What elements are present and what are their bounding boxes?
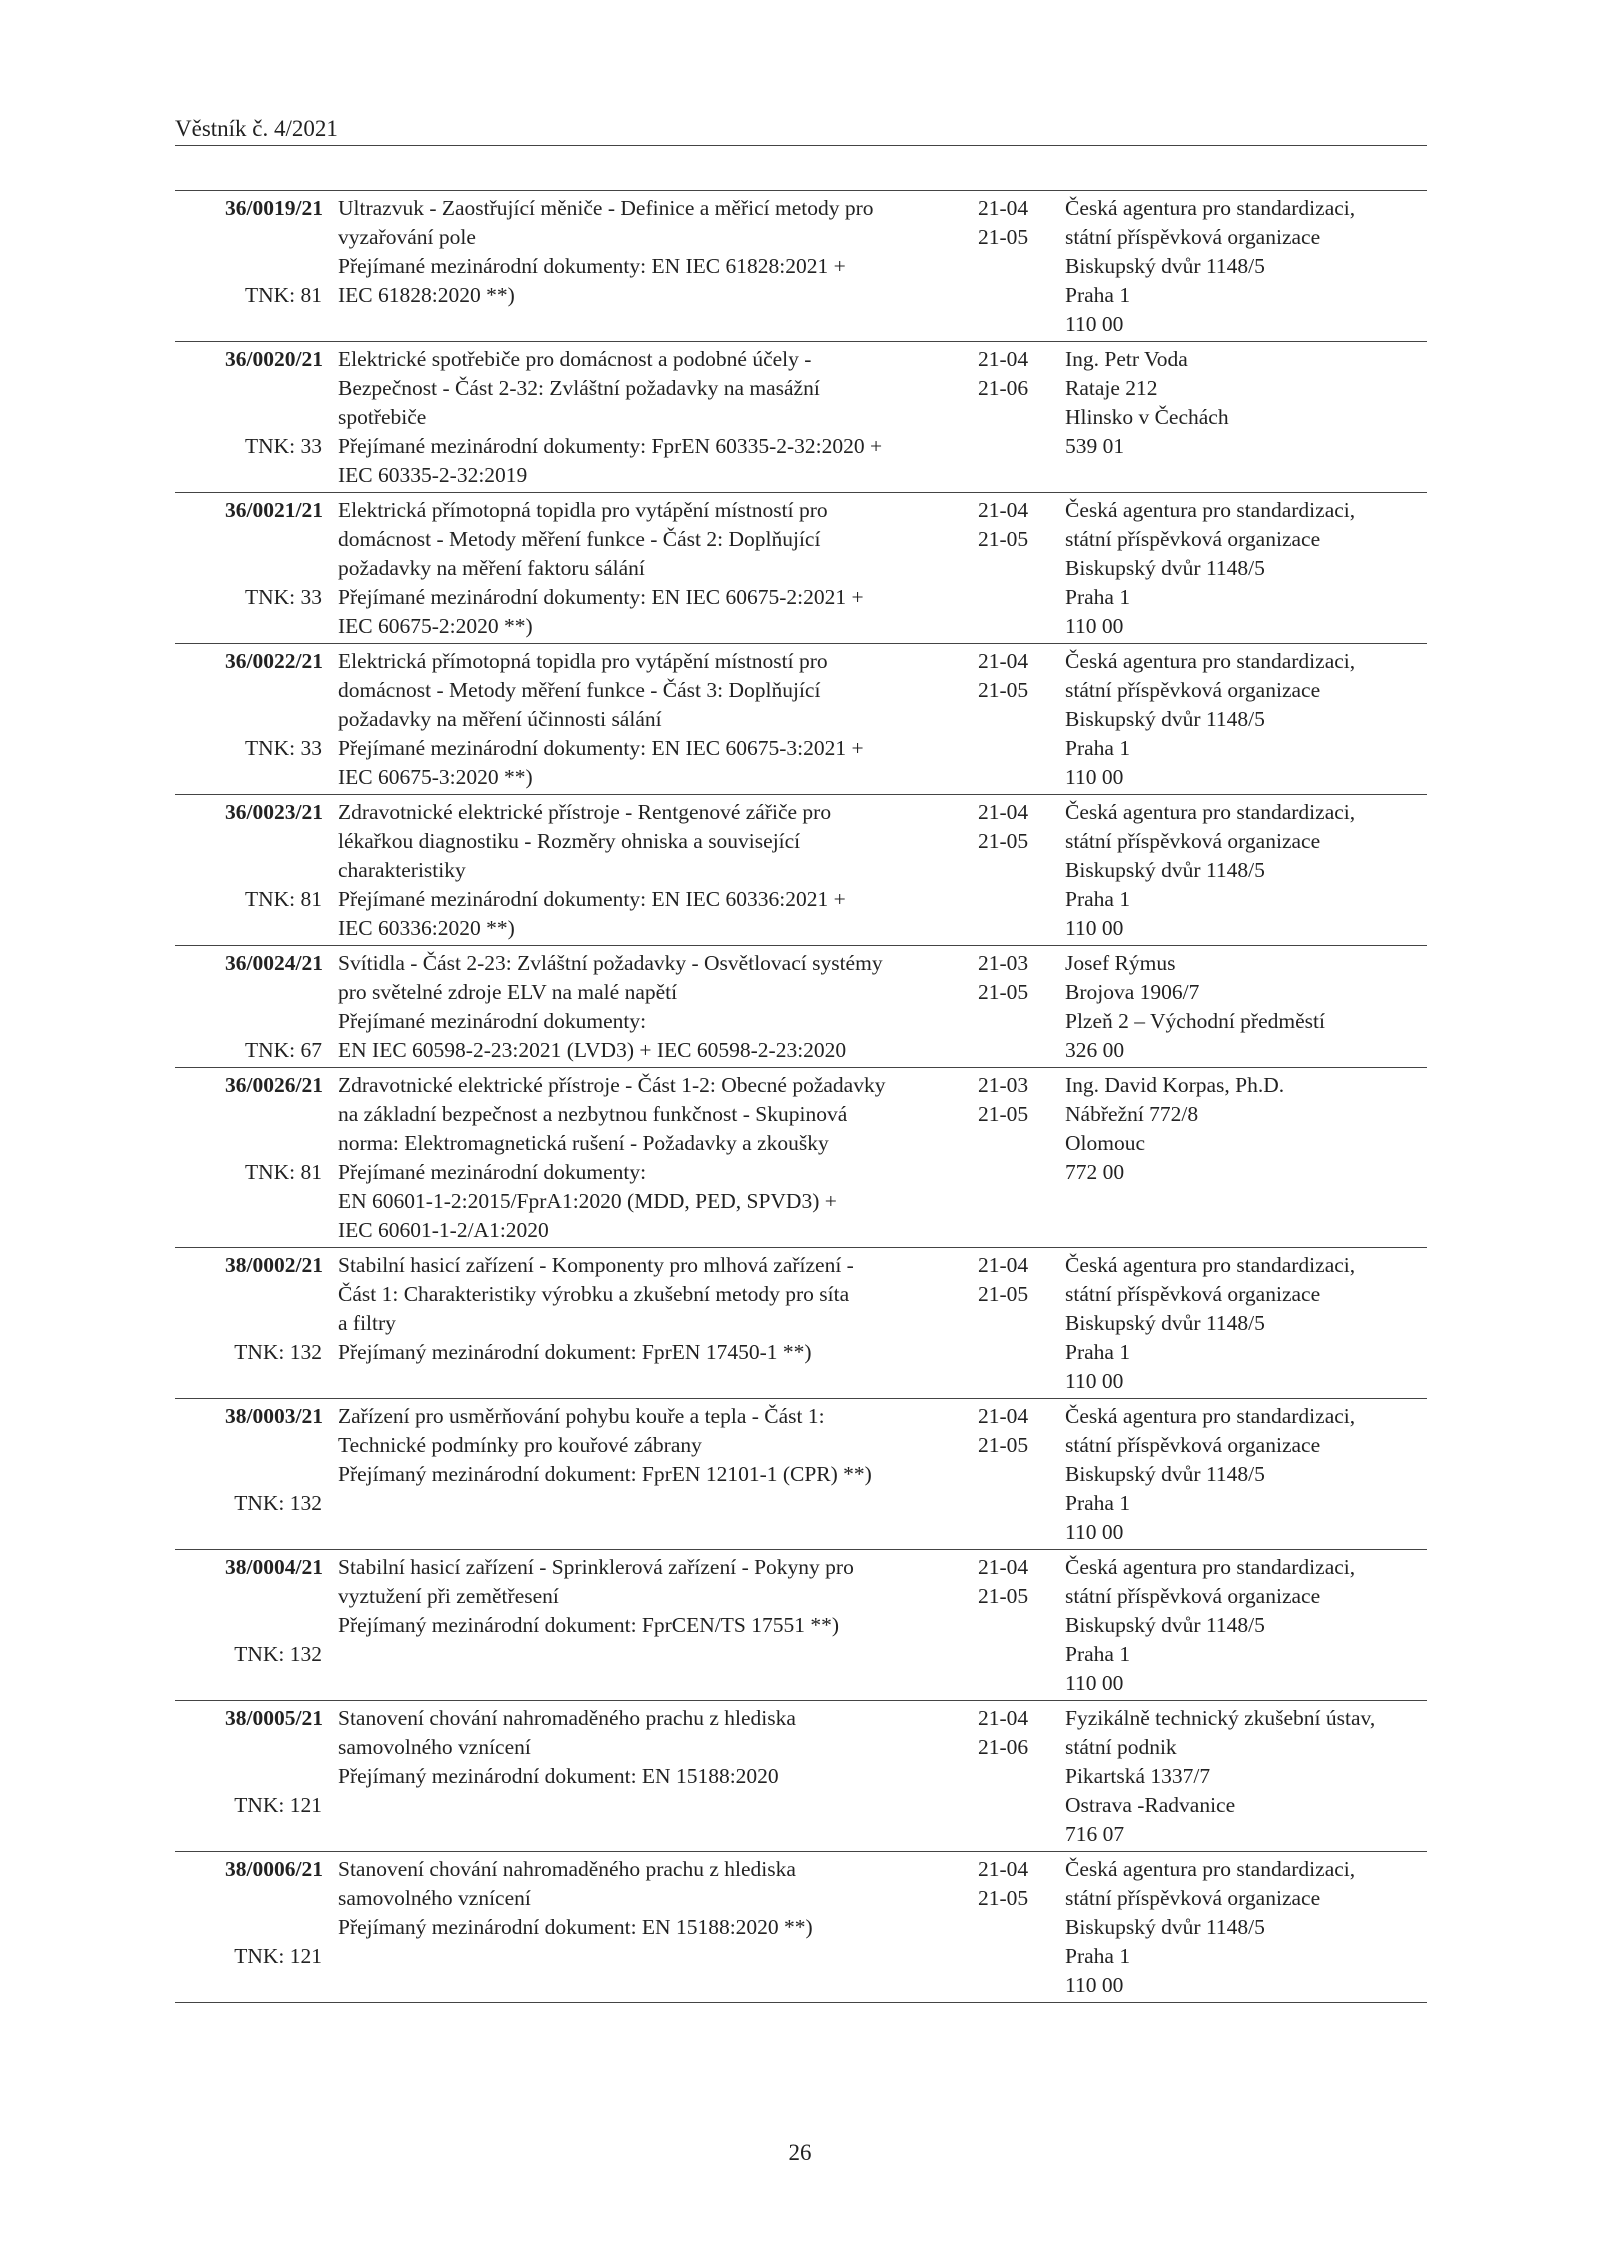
description-line: a filtry	[338, 1311, 396, 1335]
entry-tnk: TNK: 67	[244, 1038, 322, 1062]
entry-id-cell	[175, 1855, 329, 2000]
entry-tnk: TNK: 132	[234, 1491, 322, 1515]
address-line: Česká agentura pro standardizaci,	[1065, 1857, 1356, 1881]
description-line: Elektrická přímotopná topidla pro vytápění místností pro	[338, 498, 828, 522]
description-line: domácnost - Metody měření funkce - Část 2: Doplňující	[338, 527, 821, 551]
date-value: 21-05	[978, 225, 1029, 249]
address-line: Ing. David Korpas, Ph.D.	[1065, 1073, 1285, 1097]
description-line: domácnost - Metody měření funkce - Část 3: Doplňující	[338, 678, 821, 702]
address-line: 326 00	[1065, 1038, 1125, 1062]
description-line: Elektrické spotřebiče pro domácnost a podobné účely -	[338, 347, 812, 371]
address-line: 110 00	[1065, 916, 1124, 940]
entry-id-cell	[175, 1251, 329, 1396]
description-line: Přejímaný mezinárodní dokument: FprEN 12101-1 (CPR) **)	[338, 1462, 872, 1486]
description-line: Zařízení pro usměrňování pohybu kouře a tepla - Část 1:	[338, 1404, 825, 1428]
entry-dates	[969, 1855, 1059, 2000]
description-line: Bezpečnost - Část 2-32: Zvláštní požadavky na masážní	[338, 376, 820, 400]
description-line: IEC 61828:2020 **)	[338, 283, 515, 307]
description-line: Stanovení chování nahromaděného prachu z hlediska	[338, 1706, 796, 1730]
address-line: 110 00	[1065, 1369, 1124, 1393]
address-line: Praha 1	[1065, 1340, 1131, 1364]
address-line: Biskupský dvůr 1148/5	[1065, 1462, 1265, 1486]
entry-id: 38/0005/21	[225, 1706, 323, 1730]
date-value: 21-05	[978, 1584, 1029, 1608]
entry-id-cell	[175, 1553, 329, 1698]
description-line: EN IEC 60598-2-23:2021 (LVD3) + IEC 60598-2-23:2020	[338, 1038, 847, 1062]
entry-id: 36/0024/21	[225, 951, 323, 975]
entry-id-cell	[175, 1402, 329, 1547]
address-line: Česká agentura pro standardizaci,	[1065, 800, 1356, 824]
header-divider	[175, 145, 1427, 146]
entry-dates	[969, 798, 1059, 943]
entry-description	[329, 194, 969, 339]
description-line: Přejímané mezinárodní dokumenty: EN IEC 60336:2021 +	[338, 887, 846, 911]
address-line: Česká agentura pro standardizaci,	[1065, 1555, 1356, 1579]
entry-description	[329, 1251, 969, 1396]
entry-dates	[969, 345, 1059, 490]
date-value: 21-04	[978, 649, 1029, 673]
description-line: Přejímaný mezinárodní dokument: EN 15188:2020 **)	[338, 1915, 813, 1939]
entry-dates	[969, 1553, 1059, 1698]
address-line: 539 01	[1065, 434, 1125, 458]
entry-description	[329, 496, 969, 641]
entry-id: 36/0021/21	[225, 498, 323, 522]
description-line: lékařkou diagnostiku - Rozměry ohniska a související	[338, 829, 801, 853]
description-line: Elektrická přímotopná topidla pro vytápění místností pro	[338, 649, 828, 673]
entry-id: 38/0004/21	[225, 1555, 323, 1579]
entry-address	[1059, 798, 1427, 943]
address-line: Praha 1	[1065, 1642, 1131, 1666]
entry-address	[1059, 1704, 1427, 1849]
description-line: samovolného vznícení	[338, 1735, 531, 1759]
entry-address	[1059, 345, 1427, 490]
page-header-title: Věstník č. 4/2021	[175, 116, 338, 141]
date-value: 21-03	[978, 1073, 1029, 1097]
entry-address	[1059, 194, 1427, 339]
date-value: 21-04	[978, 196, 1029, 220]
date-value: 21-03	[978, 951, 1029, 975]
entry-dates	[969, 1704, 1059, 1849]
description-line: Stabilní hasicí zařízení - Komponenty pro mlhová zařízení -	[338, 1253, 854, 1277]
table-row	[175, 644, 1427, 795]
address-line: 110 00	[1065, 1520, 1124, 1544]
entry-description	[329, 1402, 969, 1547]
address-line: státní příspěvková organizace	[1065, 1886, 1321, 1910]
description-line: IEC 60675-2:2020 **)	[338, 614, 533, 638]
entry-tnk: TNK: 121	[234, 1944, 322, 1968]
entry-description	[329, 1704, 969, 1849]
date-value: 21-05	[978, 1282, 1029, 1306]
address-line: Rataje 212	[1065, 376, 1158, 400]
entry-id: 38/0003/21	[225, 1404, 323, 1428]
entry-tnk: TNK: 132	[234, 1340, 322, 1364]
description-line: Zdravotnické elektrické přístroje - Rentgenové zářiče pro	[338, 800, 832, 824]
address-line: 110 00	[1065, 614, 1124, 638]
entry-address	[1059, 1402, 1427, 1547]
date-value: 21-05	[978, 1102, 1029, 1126]
description-line: Přejímané mezinárodní dokumenty: EN IEC 60675-2:2021 +	[338, 585, 864, 609]
address-line: Česká agentura pro standardizaci,	[1065, 498, 1356, 522]
description-line: IEC 60336:2020 **)	[338, 916, 515, 940]
description-line: Svítidla - Část 2-23: Zvláštní požadavky - Osvětlovací systémy	[338, 951, 883, 975]
address-line: Biskupský dvůr 1148/5	[1065, 1311, 1265, 1335]
entry-dates	[969, 1251, 1059, 1396]
address-line: Praha 1	[1065, 736, 1131, 760]
address-line: Česká agentura pro standardizaci,	[1065, 1404, 1356, 1428]
description-line: Stanovení chování nahromaděného prachu z hlediska	[338, 1857, 796, 1881]
entry-address	[1059, 1071, 1427, 1245]
date-value: 21-04	[978, 347, 1029, 371]
entry-tnk: TNK: 33	[244, 736, 322, 760]
page-number: 26	[788, 2140, 812, 2165]
entry-id-cell	[175, 647, 329, 792]
table-row	[175, 1852, 1427, 2003]
entry-dates	[969, 1071, 1059, 1245]
address-line: státní příspěvková organizace	[1065, 527, 1321, 551]
address-line: Ing. Petr Voda	[1065, 347, 1188, 371]
entry-tnk: TNK: 81	[244, 887, 322, 911]
address-line: Hlinsko v Čechách	[1065, 405, 1229, 429]
entry-id-cell	[175, 798, 329, 943]
address-line: státní příspěvková organizace	[1065, 829, 1321, 853]
address-line: 772 00	[1065, 1160, 1125, 1184]
description-line: Přejímané mezinárodní dokumenty:	[338, 1160, 647, 1184]
address-line: Praha 1	[1065, 887, 1131, 911]
address-line: Biskupský dvůr 1148/5	[1065, 707, 1265, 731]
address-line: Praha 1	[1065, 283, 1131, 307]
address-line: Fyzikálně technický zkušební ústav,	[1065, 1706, 1376, 1730]
entry-id: 36/0022/21	[225, 649, 323, 673]
address-line: státní příspěvková organizace	[1065, 1584, 1321, 1608]
description-line: Přejímané mezinárodní dokumenty: EN IEC 61828:2021 +	[338, 254, 846, 278]
address-line: Praha 1	[1065, 1944, 1131, 1968]
entry-id: 38/0002/21	[225, 1253, 323, 1277]
entry-id: 36/0026/21	[225, 1073, 323, 1097]
description-line: pro světelné zdroje ELV na malé napětí	[338, 980, 678, 1004]
entry-dates	[969, 647, 1059, 792]
entry-description	[329, 949, 969, 1065]
description-line: na základní bezpečnost a nezbytnou funkčnost - Skupinová	[338, 1102, 848, 1126]
date-value: 21-05	[978, 678, 1029, 702]
address-line: Ostrava -Radvanice	[1065, 1793, 1236, 1817]
address-line: Olomouc	[1065, 1131, 1146, 1155]
entry-address	[1059, 496, 1427, 641]
description-line: IEC 60675-3:2020 **)	[338, 765, 533, 789]
entry-description	[329, 647, 969, 792]
date-value: 21-05	[978, 527, 1029, 551]
address-line: Praha 1	[1065, 1491, 1131, 1515]
table-row	[175, 946, 1427, 1068]
address-line: státní příspěvková organizace	[1065, 225, 1321, 249]
date-value: 21-04	[978, 1706, 1029, 1730]
address-line: 110 00	[1065, 1973, 1124, 1997]
address-line: Česká agentura pro standardizaci,	[1065, 1253, 1356, 1277]
entry-description	[329, 1071, 969, 1245]
description-line: Přejímaný mezinárodní dokument: EN 15188:2020	[338, 1764, 779, 1788]
date-value: 21-04	[978, 498, 1029, 522]
date-value: 21-04	[978, 1404, 1029, 1428]
entry-description	[329, 1855, 969, 2000]
address-line: Biskupský dvůr 1148/5	[1065, 556, 1265, 580]
entry-description	[329, 798, 969, 943]
entry-address	[1059, 1855, 1427, 2000]
address-line: Nábřežní 772/8	[1065, 1102, 1199, 1126]
entry-tnk: TNK: 132	[234, 1642, 322, 1666]
address-line: Biskupský dvůr 1148/5	[1065, 858, 1265, 882]
date-value: 21-05	[978, 1433, 1029, 1457]
description-line: Přejímané mezinárodní dokumenty: EN IEC 60675-3:2021 +	[338, 736, 864, 760]
description-line: požadavky na měření faktoru sálání	[338, 556, 645, 580]
table-row	[175, 342, 1427, 493]
description-line: samovolného vznícení	[338, 1886, 531, 1910]
description-line: IEC 60335-2-32:2019	[338, 463, 528, 487]
description-line: Přejímaný mezinárodní dokument: FprCEN/TS 17551 **)	[338, 1613, 840, 1637]
description-line: charakteristiky	[338, 858, 466, 882]
address-line: 110 00	[1065, 1671, 1124, 1695]
entry-id-cell	[175, 1071, 329, 1245]
date-value: 21-05	[978, 980, 1029, 1004]
entry-dates	[969, 949, 1059, 1065]
description-line: požadavky na měření účinnosti sálání	[338, 707, 662, 731]
description-line: Přejímaný mezinárodní dokument: FprEN 17450-1 **)	[338, 1340, 812, 1364]
address-line: státní příspěvková organizace	[1065, 1433, 1321, 1457]
table-row	[175, 493, 1427, 644]
description-line: Zdravotnické elektrické přístroje - Část 1-2: Obecné požadavky	[338, 1073, 886, 1097]
entry-address	[1059, 949, 1427, 1065]
standards-table	[175, 190, 1427, 2003]
description-line: Přejímané mezinárodní dokumenty: FprEN 60335-2-32:2020 +	[338, 434, 883, 458]
description-line: Technické podmínky pro kouřové zábrany	[338, 1433, 702, 1457]
description-line: Část 1: Charakteristiky výrobku a zkušební metody pro síta	[338, 1282, 850, 1306]
address-line: Pikartská 1337/7	[1065, 1764, 1211, 1788]
address-line: 110 00	[1065, 312, 1124, 336]
description-line: Stabilní hasicí zařízení - Sprinklerová zařízení - Pokyny pro	[338, 1555, 854, 1579]
entry-id-cell	[175, 949, 329, 1065]
address-line: 110 00	[1065, 765, 1124, 789]
address-line: státní podnik	[1065, 1735, 1177, 1759]
entry-address	[1059, 1251, 1427, 1396]
entry-id-cell	[175, 1704, 329, 1849]
entry-tnk: TNK: 33	[244, 585, 322, 609]
date-value: 21-05	[978, 829, 1029, 853]
entry-id: 38/0006/21	[225, 1857, 323, 1881]
entry-tnk: TNK: 33	[244, 434, 322, 458]
date-value: 21-04	[978, 1253, 1029, 1277]
entry-description	[329, 345, 969, 490]
table-row	[175, 1399, 1427, 1550]
address-line: Josef Rýmus	[1065, 951, 1176, 975]
description-line: Přejímané mezinárodní dokumenty:	[338, 1009, 647, 1033]
description-line: EN 60601-1-2:2015/FprA1:2020 (MDD, PED, SPVD3) +	[338, 1189, 837, 1213]
address-line: Brojova 1906/7	[1065, 980, 1200, 1004]
date-value: 21-06	[978, 376, 1029, 400]
entry-tnk: TNK: 121	[234, 1793, 322, 1817]
entry-id: 36/0019/21	[225, 196, 323, 220]
description-line: vyztužení při zemětřesení	[338, 1584, 559, 1608]
address-line: státní příspěvková organizace	[1065, 678, 1321, 702]
table-row	[175, 795, 1427, 946]
table-row	[175, 1701, 1427, 1852]
address-line: Plzeň 2 – Východní předměstí	[1065, 1009, 1325, 1033]
entry-id-cell	[175, 496, 329, 641]
table-row	[175, 1550, 1427, 1701]
address-line: Biskupský dvůr 1148/5	[1065, 254, 1265, 278]
entry-id: 36/0023/21	[225, 800, 323, 824]
date-value: 21-04	[978, 800, 1029, 824]
entry-address	[1059, 1553, 1427, 1698]
entry-id-cell	[175, 194, 329, 339]
date-value: 21-04	[978, 1555, 1029, 1579]
table-row	[175, 1068, 1427, 1248]
entry-id-cell	[175, 345, 329, 490]
address-line: Biskupský dvůr 1148/5	[1065, 1915, 1265, 1939]
address-line: Česká agentura pro standardizaci,	[1065, 196, 1356, 220]
entry-id: 36/0020/21	[225, 347, 323, 371]
address-line: Praha 1	[1065, 585, 1131, 609]
entry-tnk: TNK: 81	[244, 283, 322, 307]
entry-tnk: TNK: 81	[244, 1160, 322, 1184]
description-line: Ultrazvuk - Zaostřující měniče - Definice a měřicí metody pro	[338, 196, 874, 220]
description-line: vyzařování pole	[338, 225, 476, 249]
entry-dates	[969, 194, 1059, 339]
address-line: státní příspěvková organizace	[1065, 1282, 1321, 1306]
table-row	[175, 191, 1427, 342]
address-line: Biskupský dvůr 1148/5	[1065, 1613, 1265, 1637]
description-line: norma: Elektromagnetická rušení - Požadavky a zkoušky	[338, 1131, 829, 1155]
entry-dates	[969, 496, 1059, 641]
date-value: 21-05	[978, 1886, 1029, 1910]
address-line: 716 07	[1065, 1822, 1125, 1846]
date-value: 21-04	[978, 1857, 1029, 1881]
entry-description	[329, 1553, 969, 1698]
description-line: IEC 60601-1-2/A1:2020	[338, 1218, 549, 1242]
address-line: Česká agentura pro standardizaci,	[1065, 649, 1356, 673]
entry-dates	[969, 1402, 1059, 1547]
entry-address	[1059, 647, 1427, 792]
table-row	[175, 1248, 1427, 1399]
description-line: spotřebiče	[338, 405, 427, 429]
date-value: 21-06	[978, 1735, 1029, 1759]
